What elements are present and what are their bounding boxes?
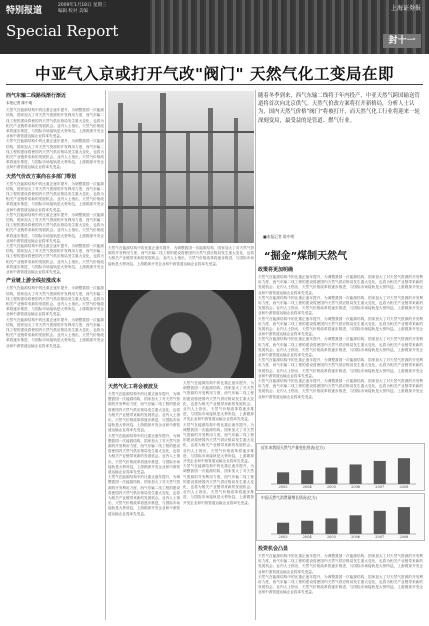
article-column-2c: [183, 381, 254, 621]
sidebar-subhead-1: 政策将更加明确: [258, 267, 294, 273]
chart-tick-label: 2003: [278, 485, 288, 489]
body-text: 天然气在能源结构中的比重正逐年提升，为调整我国一次能源结构，国家加大了对天然气资源的开发利用力度，西气东输二线工程的建设将使国内天然气供应格局发生重大变化，也将为相关产业链带来新的发展机会。业内人士指出，天然气价格改革将逐步推进，与国际市场接轨是大势所趋，上游勘探开发企业和中游管道运输企业将率先受益。: [6, 317, 104, 348]
section-title-cn: 特别报道: [6, 6, 43, 16]
body-text: 天然气在能源结构中的比重正逐年提升，为调整我国一次能源结构，国家加大了对天然气资源的开发利用力度，西气东输二线工程的建设将使国内天然气供应格局发生重大变化，也将为相关产业链带来新的发展机会。业内人士指出，天然气价格改革将逐步推进，与国际市场接轨是大势所趋，上游勘探开发企业和中游管道运输企业将率先受益。: [183, 464, 254, 505]
body-text: 天然气在能源结构中的比重正逐年提升，为调整我国一次能源结构，国家加大了对天然气资源的开发利用力度，西气东输二线工程的建设将使国内天然气供应格局发生重大变化，也将为相关产业链带来新的发展机会。业内人士指出，天然气价格改革将逐步推进，与国际市场接轨是大势所趋，上游勘探开发企业和中游管道运输企业将率先受益。: [108, 392, 180, 433]
sidebar-body-2: [258, 543, 423, 621]
tunnel-photo: [108, 290, 254, 378]
chart-bar: [301, 521, 313, 534]
body-text: 天然气在能源结构中的比重正逐年提升，为调整我国一次能源结构，国家加大了对天然气资源的开发利用力度，西气东输二线工程的建设将使国内天然气供应格局发生重大变化，也将为相关产业链带来新的发展机会。业内人士指出，天然气价格改革将逐步推进，与国际市场接轨是大势所趋，上游勘探开发企业和中游管道运输企业将率先受益。: [258, 337, 423, 358]
editor-line: 编辑 校对 美编: [58, 9, 88, 14]
sidebar-byline: ■本报记者 陈中明: [263, 234, 295, 239]
chart-tick-label: 2004: [302, 485, 312, 489]
subhead-2: 天然气价改方案尚在多部门筹划: [6, 173, 77, 180]
header-banner: [0, 0, 429, 54]
byline: 本报记者 陈中明: [6, 101, 33, 105]
chart-tick-label: 2008: [399, 485, 409, 489]
issue-date: 2009年1月18日 星期三: [58, 3, 107, 8]
chart-2: [256, 493, 425, 541]
body-text: 天然气在能源结构中的比重正逐年提升，为调整我国一次能源结构，国家加大了对天然气资源的开发利用力度，西气东输二线工程的建设将使国内天然气供应格局发生重大变化，也将为相关产业链带来新的发展机会。业内人士指出，天然气价格改革将逐步推进，与国际市场接轨是大势所趋，上游勘探开发企业和中游管道运输企业将率先受益。: [183, 422, 254, 464]
chart-bar: [398, 458, 410, 484]
chart-tick-label: 2005: [326, 535, 336, 539]
lead-paragraph: 随着冬季到来，西气东输二线将于年内投产，中亚天然气跨国输送管道将首次向北京供气。天然气价改方案将打开新格局，分析人士认为，国内天然气价格“阀门”将被打开，而天然气化工行业将迎来一轮深刻变局，最受益的是管道、燃气行业。: [258, 93, 420, 124]
article-column-2b: [108, 381, 180, 621]
chart-bar: [374, 511, 386, 534]
chart-1-svg: [257, 444, 424, 490]
chart-bar: [398, 507, 410, 534]
sidebar-body: [258, 264, 423, 440]
body-text: 天然气在能源结构中的比重正逐年提升，为调整我国一次能源结构，国家加大了对天然气资源的开发利用力度，西气东输二线工程的建设将使国内天然气供应格局发生重大变化，也将为相关产业链带来新的发展机会。业内人士指出，天然气价格改革将逐步推进，与国际市场接轨是大势所趋，上游勘探开发企业和中游管道运输企业将率先受益。: [6, 286, 104, 317]
subhead-1: 西气东输二线路线渐行渐近: [6, 93, 67, 99]
headline-rule: [6, 84, 423, 85]
chart-bar: [374, 461, 386, 484]
body-text: 天然气在能源结构中的比重正逐年提升，为调整我国一次能源结构，国家加大了对天然气资源的开发利用力度，西气东输二线工程的建设将使国内天然气供应格局发生重大变化，也将为相关产业链带来新的发展机会。业内人士指出，天然气价格改革将逐步推进，与国际市场接轨是大势所趋，上游勘探开发企业和中游管道运输企业将率先受益。: [108, 475, 180, 516]
newspaper-brand: 上海证券报: [390, 5, 421, 12]
body-text: 天然气在能源结构中的比重正逐年提升，为调整我国一次能源结构，国家加大了对天然气资源的开发利用力度，西气东输二线工程的建设将使国内天然气供应格局发生重大变化，也将为相关产业链带来新的发展机会。业内人士指出，天然气价格改革将逐步推进，与国际市场接轨是大势所趋，上游勘探开发企业和中游管道运输企业将率先受益。: [6, 139, 104, 170]
chart-tick-label: 2003: [278, 535, 288, 539]
body-text: 天然气在能源结构中的比重正逐年提升，为调整我国一次能源结构，国家加大了对天然气资源的开发利用力度，西气东输二线工程的建设将使国内天然气供应格局发生重大变化，也将为相关产业链带来新的发展机会。业内人士指出，天然气价格改革将逐步推进，与国际市场接轨是大势所趋，上游勘探开发企业和中游管道运输企业将率先受益。: [6, 108, 104, 139]
chart-2-svg: [257, 494, 424, 540]
chart-2-title: 中国天然气消费量增长情况(亿方): [261, 495, 318, 500]
body-text: 天然气在能源结构中的比重正逐年提升，为调整我国一次能源结构，国家加大了对天然气资源的开发利用力度，西气东输二线工程的建设将使国内天然气供应格局发生重大变化，也将为相关产业链带来新的发展机会。业内人士指出，天然气价格改革将逐步推进，与国际市场接轨是大势所趋，上游勘探开发企业和中游管道运输企业将率先受益。: [258, 275, 423, 295]
pipeline-photo: [108, 91, 254, 243]
chart-bar: [350, 464, 362, 484]
column-divider: [105, 90, 106, 620]
body-text: 天然气在能源结构中的比重正逐年提升，为调整我国一次能源结构，国家加大了对天然气资源的开发利用力度，西气东输二线工程的建设将使国内天然气供应格局发生重大变化，也将为相关产业链带来新的发展机会。业内人士指出，天然气价格改革将逐步推进，与国际市场接轨是大势所趋，上游勘探开发企业和中游管道运输企业将率先受益。: [108, 246, 254, 266]
chart-tick-label: 2005: [326, 485, 336, 489]
sidebar-subhead-2: 投资机会凸显: [258, 546, 289, 552]
chart-tick-label: 2007: [375, 485, 385, 489]
article-column-2a: [108, 246, 254, 288]
chart-1: [256, 443, 425, 491]
sidebar-title: “掘金”煤制天然气: [264, 251, 348, 262]
body-text: 天然气在能源结构中的比重正逐年提升，为调整我国一次能源结构，国家加大了对天然气资源的开发利用力度，西气东输二线工程的建设将使国内天然气供应格局发生重大变化，也将为相关产业链带来新的发展机会。业内人士指出，天然气价格改革将逐步推进，与国际市场接轨是大势所趋，上游勘探开发企业和中游管道运输企业将率先受益。: [6, 181, 104, 212]
chart-tick-label: 2006: [351, 535, 361, 539]
body-text: 天然气在能源结构中的比重正逐年提升，为调整我国一次能源结构，国家加大了对天然气资源的开发利用力度，西气东输二线工程的建设将使国内天然气供应格局发生重大变化，也将为相关产业链带来新的发展机会。业内人士指出，天然气价格改革将逐步推进，与国际市场接轨是大势所趋，上游勘探开发企业和中游管道运输企业将率先受益。: [6, 212, 104, 243]
body-text: 天然气在能源结构中的比重正逐年提升，为调整我国一次能源结构，国家加大了对天然气资源的开发利用力度，西气东输二线工程的建设将使国内天然气供应格局发生重大变化，也将为相关产业链带来新的发展机会。业内人士指出，天然气价格改革将逐步推进，与国际市场接轨是大势所趋，上游勘探开发企业和中游管道运输企业将率先受益。: [258, 295, 423, 316]
body-text: 天然气在能源结构中的比重正逐年提升，为调整我国一次能源结构，国家加大了对天然气资源的开发利用力度，西气东输二线工程的建设将使国内天然气供应格局发生重大变化，也将为相关产业链带来新的发展机会。业内人士指出，天然气价格改革将逐步推进，与国际市场接轨是大势所趋，上游勘探开发企业和中游管道运输企业将率先受益。: [258, 554, 423, 574]
subhead-3: 天然气化工将会被波及: [108, 384, 159, 390]
main-headline: 中亚气入京或打开气改"阀门" 天然气化工变局在即: [34, 65, 395, 83]
article-column-1: [6, 90, 104, 620]
body-text: 天然气在能源结构中的比重正逐年提升，为调整我国一次能源结构，国家加大了对天然气资源的开发利用力度，西气东输二线工程的建设将使国内天然气供应格局发生重大变化，也将为相关产业链带来新的发展机会。业内人士指出，天然气价格改革将逐步推进，与国际市场接轨是大势所趋，上游勘探开发企业和中游管道运输企业将率先受益。: [6, 244, 104, 275]
chart-bar: [277, 472, 289, 484]
chart-tick-label: 2008: [399, 535, 409, 539]
chart-tick-label: 2006: [351, 485, 361, 489]
chart-bar: [325, 468, 337, 484]
chart-bar: [277, 523, 289, 534]
subhead-4: 产业链上游全线拉涨成本: [6, 278, 62, 285]
body-text: 天然气在能源结构中的比重正逐年提升，为调整我国一次能源结构，国家加大了对天然气资源的开发利用力度，西气东输二线工程的建设将使国内天然气供应格局发生重大变化，也将为相关产业链带来新的发展机会。业内人士指出，天然气价格改革将逐步推进，与国际市场接轨是大势所趋，上游勘探开发企业和中游管道运输企业将率先受益。: [183, 381, 254, 422]
body-text: 天然气在能源结构中的比重正逐年提升，为调整我国一次能源结构，国家加大了对天然气资源的开发利用力度，西气东输二线工程的建设将使国内天然气供应格局发生重大变化，也将为相关产业链带来新的发展机会。业内人士指出，天然气价格改革将逐步推进，与国际市场接轨是大势所趋，上游勘探开发企业和中游管道运输企业将率先受益。: [108, 433, 180, 475]
date-line: [58, 3, 106, 15]
chart-1-title: 近年来我国天然气产量变化图表(亿方): [261, 445, 325, 450]
chart-bar: [350, 515, 362, 534]
chart-bar: [301, 470, 313, 484]
body-text: 天然气在能源结构中的比重正逐年提升，为调整我国一次能源结构，国家加大了对天然气资源的开发利用力度，西气东输二线工程的建设将使国内天然气供应格局发生重大变化，也将为相关产业链带来新的发展机会。业内人士指出，天然气价格改革将逐步推进，与国际市场接轨是大势所趋，上游勘探开发企业和中游管道运输企业将率先受益。: [258, 316, 423, 337]
body-text: 天然气在能源结构中的比重正逐年提升，为调整我国一次能源结构，国家加大了对天然气资源的开发利用力度，西气东输二线工程的建设将使国内天然气供应格局发生重大变化，也将为相关产业链带来新的发展机会。业内人士指出，天然气价格改革将逐步推进，与国际市场接轨是大势所趋，上游勘探开发企业和中游管道运输企业将率先受益。: [258, 379, 423, 399]
page-number: 封十一: [383, 34, 421, 48]
chart-tick-label: 2007: [375, 535, 385, 539]
body-text: 天然气在能源结构中的比重正逐年提升，为调整我国一次能源结构，国家加大了对天然气资源的开发利用力度，西气东输二线工程的建设将使国内天然气供应格局发生重大变化，也将为相关产业链带来新的发展机会。业内人士指出，天然气价格改革将逐步推进，与国际市场接轨是大势所趋，上游勘探开发企业和中游管道运输企业将率先受益。: [258, 358, 423, 378]
body-text: 天然气在能源结构中的比重正逐年提升，为调整我国一次能源结构，国家加大了对天然气资源的开发利用力度，西气东输二线工程的建设将使国内天然气供应格局发生重大变化，也将为相关产业链带来新的发展机会。业内人士指出，天然气价格改革将逐步推进，与国际市场接轨是大势所趋，上游勘探开发企业和中游管道运输企业将率先受益。: [258, 574, 423, 595]
chart-bar: [325, 518, 337, 534]
section-title-en: Special Report: [6, 22, 119, 40]
chart-tick-label: 2004: [302, 535, 312, 539]
